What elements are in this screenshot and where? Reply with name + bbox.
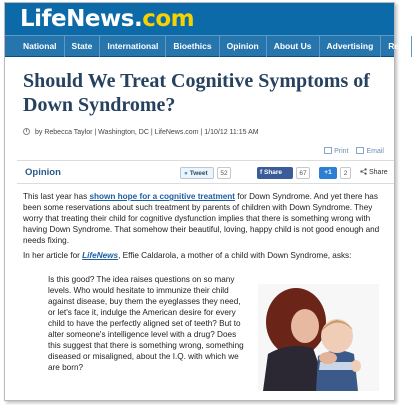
byline-text: by Rebecca Taylor | Washington, DC | LifeNews.com | 1/10/12 11:15 AM	[35, 129, 259, 136]
google-plus-count: 2	[340, 167, 351, 179]
share-label: Share	[369, 169, 388, 176]
email-label: Email	[366, 148, 384, 155]
facebook-share-button[interactable]	[257, 167, 293, 179]
facebook-count: 67	[296, 167, 310, 179]
article-tools	[318, 147, 384, 155]
browser-frame	[4, 2, 405, 401]
nav-item-advertising[interactable]: Advertising	[320, 36, 382, 57]
logo-life: Life	[20, 6, 67, 32]
tweet-label: Tweet	[189, 170, 208, 177]
section-label[interactable]: Opinion	[25, 167, 61, 178]
nav-item-rep[interactable]: Rep	[381, 36, 412, 57]
share-button[interactable]	[360, 167, 394, 179]
nav-item-state[interactable]: State	[65, 36, 101, 57]
article-photo	[258, 284, 379, 391]
site-header	[5, 3, 394, 35]
facebook-label: Share	[263, 169, 283, 176]
google-plus-button[interactable]: +1	[319, 167, 337, 179]
print-label: Print	[334, 148, 349, 155]
p2-text-end: , Effie Caldarola, a mother of a child with Down Syndrome, asks:	[118, 251, 352, 260]
site-logo[interactable]	[20, 4, 194, 34]
p2-text-start: In her article for	[23, 251, 83, 260]
logo-com: com	[142, 6, 195, 32]
logo-dot: .	[133, 6, 143, 32]
p1-text-end: for Down Syndrome. And yet there has been some reservations about such treatment by parents of children with Down Syndrome. They worry that treating their child for cognitive dysfunction implies that there is something wrong with having Down Syndrome. That somehow their beautiful, loving, happy child is not good enough and needs fixing.	[23, 192, 380, 245]
bird-icon: ●	[184, 170, 188, 177]
lifenews-link[interactable]: LifeNews	[82, 251, 119, 260]
article-title: Should We Treat Cognitive Symptoms of Down Syndrome?	[23, 70, 370, 116]
print-icon	[324, 147, 332, 154]
nav-item-bioethics[interactable]: Bioethics	[166, 36, 219, 57]
clock-icon	[23, 128, 30, 135]
cognitive-treatment-link[interactable]: shown hope for a cognitive treatment	[89, 192, 236, 201]
p1-text-start: This last year has	[23, 192, 90, 201]
article-blockquote: Is this good? The idea raises questions on so many levels. Who would hesitate to immunize their child against disease, buy them the eyeglasses they need, or let's face it, indulge the American desire for every child to have the perfectly aligned set of teeth? But to alter someone's intelligence level with a drug? Does this suggest that there is something wrong, something diseased or misaligned, about the I.Q. with which we are born?	[48, 275, 244, 372]
main-nav	[5, 35, 405, 57]
email-link[interactable]	[356, 148, 384, 155]
nav-item-international[interactable]: International	[100, 36, 166, 57]
nav-item-national[interactable]: National	[5, 36, 65, 57]
email-icon	[356, 147, 364, 154]
article-byline	[23, 128, 259, 136]
article-paragraph-1	[23, 191, 385, 246]
nav-item-about-us[interactable]: About Us	[267, 36, 320, 57]
tweet-count: 52	[217, 167, 231, 179]
facebook-icon: f	[260, 169, 263, 176]
logo-news: News	[66, 6, 134, 32]
nav-item-opinion[interactable]: Opinion	[220, 36, 267, 57]
print-link[interactable]	[324, 148, 348, 155]
share-bar	[17, 160, 394, 184]
tweet-button[interactable]	[180, 167, 214, 179]
share-icon	[360, 168, 367, 175]
mother-child-photo	[258, 284, 379, 391]
article-paragraph-2	[23, 250, 385, 261]
